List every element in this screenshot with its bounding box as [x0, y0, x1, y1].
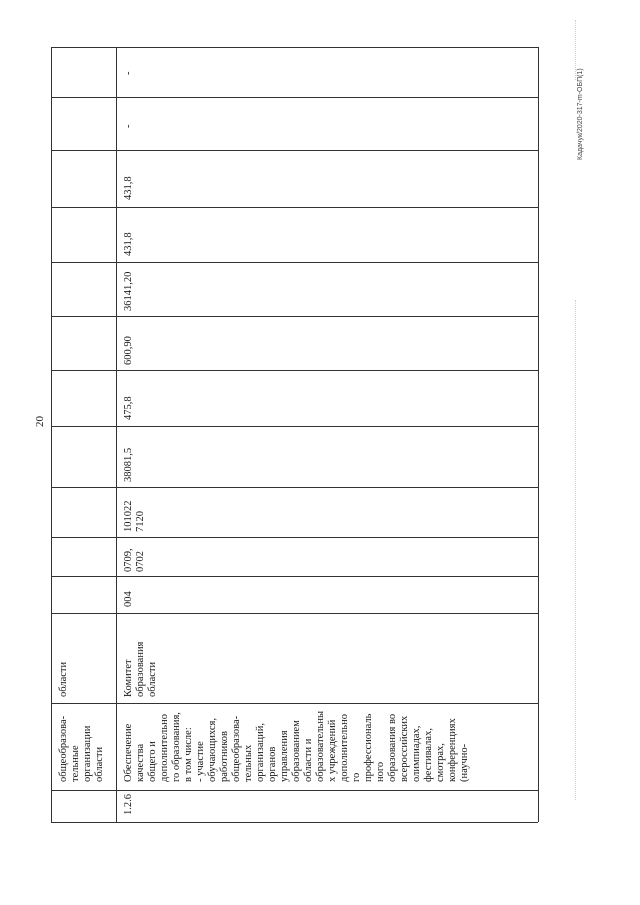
col-divider: [51, 316, 538, 317]
prev-row-executor: области: [58, 661, 69, 697]
table-border-left: [51, 822, 538, 823]
value-cell: 475,8: [123, 396, 134, 420]
row-divider: [116, 47, 117, 822]
scan-artifact: [575, 300, 577, 800]
col-divider: [51, 576, 538, 577]
value-cell: 36141,20: [123, 271, 134, 311]
col-divider: [51, 613, 538, 614]
row-csr: 101022 7120: [123, 500, 146, 532]
col-divider: [51, 262, 538, 263]
value-cell: -: [123, 124, 134, 128]
table-border-bottom: [538, 47, 539, 822]
value-cell: -: [123, 71, 134, 75]
value-cell: 431,8: [123, 176, 134, 200]
row-number: 1.2.6: [123, 794, 134, 815]
col-divider: [51, 370, 538, 371]
col-divider: [51, 703, 538, 704]
row-grbs: 004: [123, 591, 134, 607]
col-divider: [51, 537, 538, 538]
value-cell: 38081,5: [123, 447, 134, 482]
col-divider: [51, 150, 538, 151]
col-divider: [51, 790, 538, 791]
row-rzpr: 0709, 0702: [123, 548, 146, 572]
col-divider: [51, 97, 538, 98]
row-name: Обеспечение качества общего и дополнительно го образования, в том числе: - участие обучающихся, работников общеобразова- тельных организаций, органов управления образованием области и образовательны х учреждений дополнительно го профессиональ ного образования во всероссийских олимпиадах, фестивалах, смотрах, конференциях (научно-: [123, 711, 470, 782]
page-number: 20: [34, 416, 46, 427]
col-divider: [51, 426, 538, 427]
side-note: Кадачук/2020-317-m-ОБП(1): [577, 68, 584, 160]
value-cell: 600,90: [123, 336, 134, 365]
table-border-right: [51, 47, 538, 48]
value-cell: 431,8: [123, 232, 134, 256]
scan-artifact: [575, 20, 577, 80]
col-divider: [51, 487, 538, 488]
prev-row-name: общеобразова- тельные организации области: [58, 715, 105, 782]
row-executor: Комитет образования области: [123, 641, 158, 697]
col-divider: [51, 207, 538, 208]
table-border-top: [51, 47, 52, 822]
